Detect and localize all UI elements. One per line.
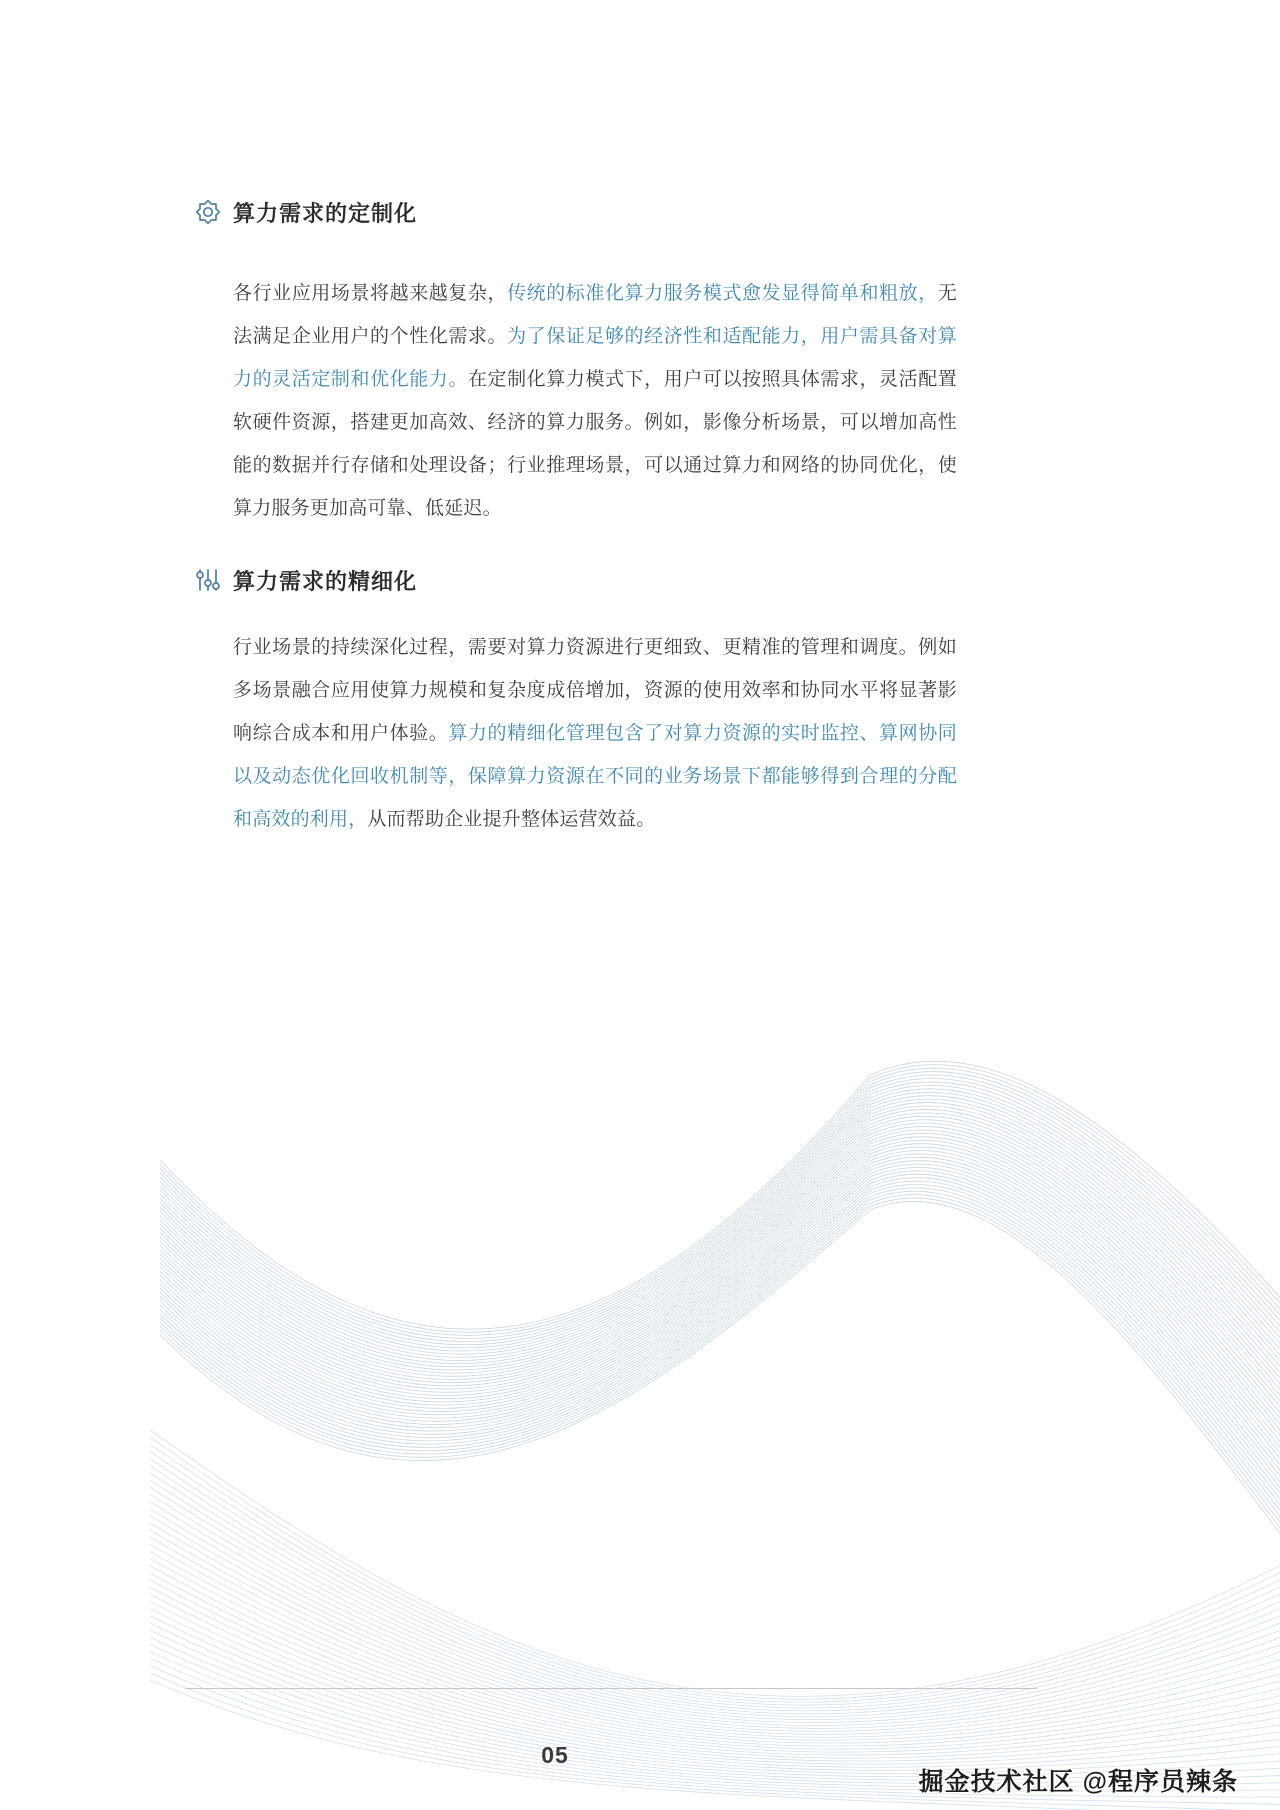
section-heading-refinement <box>195 564 957 596</box>
page-number: 05 <box>541 1742 569 1768</box>
wave-lines-graphic <box>0 1010 1280 1810</box>
section-title: 算力需求的精细化 <box>233 568 418 594</box>
paragraph-segment: 行业场景的持续深化过程，需要对算力资源进行更细致、更精准的管理和调度。例如多场景融合应用使算力规模和复杂度成倍增加，资源的使用效率和协同水平将显著影响综合成本和用户体验。 <box>233 637 957 744</box>
section-title: 算力需求的定制化 <box>233 200 418 226</box>
section-heading-customization <box>195 196 957 228</box>
paragraph-segment: 算力的精细化管理包含了对算力资源的实时监控、算网协同以及动态优化回收机制等，保障算力资源在不同的业务场景下都能够得到合理的分配和高效的利用， <box>233 723 958 830</box>
footer-divider <box>185 1688 1037 1689</box>
watermark-text: 掘金技术社区 @程序员辣条 <box>918 1768 1238 1796</box>
paragraph-segment: 各行业应用场景将越来越复杂， <box>233 283 508 304</box>
gear-icon <box>195 199 221 225</box>
paragraph-segment: 为了保证足够的经济性和适配能力，用户需具备对算力的灵活定制和优化能力。 <box>233 326 957 390</box>
wave-decoration <box>0 1010 1280 1810</box>
paragraph-refinement <box>233 626 957 841</box>
page-content <box>233 196 957 841</box>
paragraph-segment: 从而帮助企业提升整体运营效益。 <box>367 809 656 830</box>
sliders-icon <box>195 567 221 593</box>
paragraph-segment: 传统的标准化算力服务模式愈发显得简单和粗放， <box>507 283 938 304</box>
paragraph-segment: 无法满足企业用户的个性化需求。 <box>233 283 957 347</box>
paragraph-segment: 在定制化算力模式下，用户可以按照具体需求，灵活配置软硬件资源，搭建更加高效、经济的算力服务。例如，影像分析场景，可以增加高性能的数据并行存储和处理设备；行业推理场景，可以通过算力和网络的协同优化，使算力服务更加高可靠、低延迟。 <box>233 369 957 519</box>
paragraph-customization <box>233 272 957 530</box>
